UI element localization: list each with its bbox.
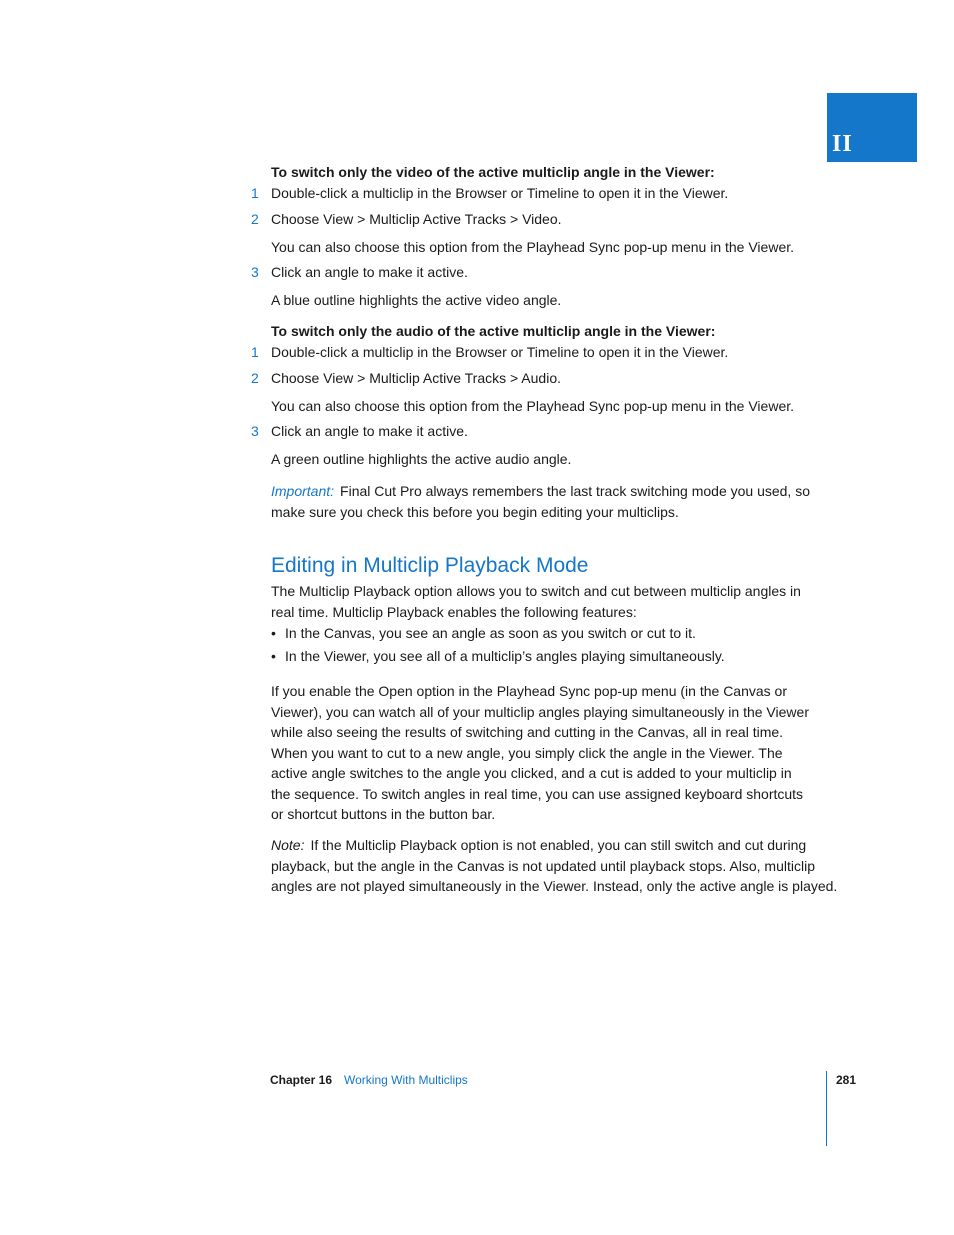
page-number: 281 <box>836 1073 857 1087</box>
body-line: or shortcut buttons in the button bar. <box>271 806 496 822</box>
body-line: Viewer), you can watch all of your multiclip angles playing simultaneously in the Viewer <box>271 703 809 720</box>
step-text: Choose View > Multiclip Active Tracks > Audio. <box>271 370 561 386</box>
footer-divider <box>826 1071 827 1146</box>
part-tab-label: II <box>832 131 853 157</box>
bullet-dot: • <box>271 625 276 641</box>
video-step-3 <box>251 264 468 280</box>
body-line: When you want to cut to a new angle, you simply click the angle in the Viewer. The <box>271 744 783 761</box>
step-number: 1 <box>251 185 259 201</box>
audio-step-3 <box>251 423 468 439</box>
body-line: active angle switches to the angle you clicked, and a cut is added to your multiclip in <box>271 765 792 781</box>
video-step-2 <box>251 211 562 227</box>
bullet-item-2 <box>271 648 725 664</box>
bullet-dot: • <box>271 648 276 664</box>
bullet-text: In the Viewer, you see all of a multiclip’s angles playing simultaneously. <box>285 648 725 664</box>
step-text: Double-click a multiclip in the Browser or Timeline to open it in the Viewer. <box>271 185 729 201</box>
step-number: 2 <box>251 370 259 386</box>
video-step-2-note: You can also choose this option from the Playhead Sync pop-up menu in the Viewer. <box>271 239 795 255</box>
part-tab <box>827 93 917 162</box>
note-line: playback, but the angle in the Canvas is not updated until playback stops. Also, multiclip <box>271 857 815 874</box>
audio-task-heading: To switch only the audio of the active multiclip angle in the Viewer: <box>271 323 716 339</box>
note-label: Note: <box>271 837 305 853</box>
note-line: angles are not played simultaneously in the Viewer. Instead, only the active angle is played. <box>271 878 838 894</box>
step-number: 2 <box>251 211 259 227</box>
body-line: while also seeing the results of switching and cutting in the Canvas, all in real time. <box>271 724 784 740</box>
intro-line-2: real time. Multiclip Playback enables the following features: <box>271 603 637 620</box>
audio-step-2 <box>251 370 561 386</box>
step-text: Choose View > Multiclip Active Tracks > Video. <box>271 211 562 227</box>
audio-result: A green outline highlights the active audio angle. <box>271 451 572 467</box>
bullet-item-1 <box>271 625 696 641</box>
step-number: 1 <box>251 344 259 360</box>
body-line: If you enable the Open option in the Playhead Sync pop-up menu (in the Canvas or <box>271 683 788 699</box>
audio-step-2-note: You can also choose this option from the Playhead Sync pop-up menu in the Viewer. <box>271 398 795 414</box>
audio-step-1 <box>251 344 729 360</box>
step-text: Double-click a multiclip in the Browser or Timeline to open it in the Viewer. <box>271 344 729 360</box>
step-text: Click an angle to make it active. <box>271 423 468 439</box>
step-number: 3 <box>251 423 259 439</box>
note-line: If the Multiclip Playback option is not enabled, you can still switch and cut during <box>310 837 807 853</box>
body-line: the sequence. To switch angles in real time, you can use assigned keyboard shortcuts <box>271 785 804 802</box>
step-number: 3 <box>251 264 259 280</box>
important-label: Important: <box>271 483 335 499</box>
video-result: A blue outline highlights the active video angle. <box>271 292 562 308</box>
important-note <box>271 481 810 522</box>
section-title: Editing in Multiclip Playback Mode <box>271 554 589 577</box>
important-text-line-2: make sure you check this before you begin editing your multiclips. <box>271 503 679 520</box>
step-text: Click an angle to make it active. <box>271 264 468 280</box>
footer-chapter: Chapter 16 <box>270 1073 333 1087</box>
important-text-line-1: Final Cut Pro always remembers the last track switching mode you used, so <box>340 483 811 499</box>
section-body <box>271 681 809 825</box>
video-task-heading: To switch only the video of the active multiclip angle in the Viewer: <box>271 164 715 180</box>
bullet-text: In the Canvas, you see an angle as soon as you switch or cut to it. <box>285 625 696 641</box>
footer-chapter-title: Working With Multiclips <box>344 1073 468 1087</box>
section-intro <box>271 581 801 622</box>
section-note <box>271 835 837 897</box>
intro-line-1: The Multiclip Playback option allows you to switch and cut between multiclip angles in <box>271 583 801 599</box>
video-step-1 <box>251 185 729 201</box>
